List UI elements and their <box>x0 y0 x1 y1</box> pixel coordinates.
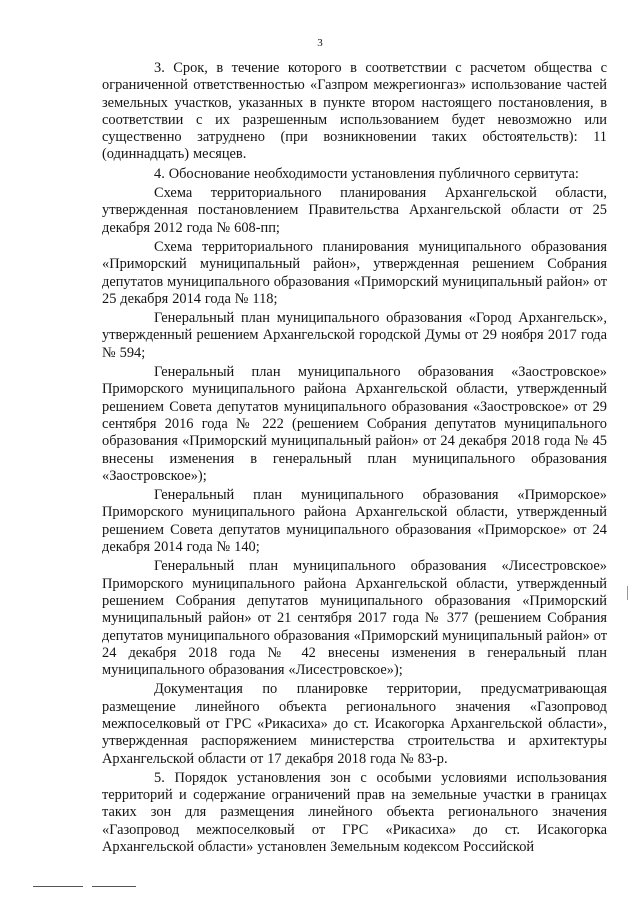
scan-edge-mark <box>627 586 628 600</box>
paragraph-arkhangelsk-general-plan: Генеральный план муниципального образования «Город Архангельск», утвержденный решением Архангельской городской Думы от 29 ноября 2017 года № 594; <box>102 310 607 361</box>
paragraph-lisestrovskoe-general-plan: Генеральный план муниципального образования «Лисестровское» Приморского муниципального района Архангельской области, утвержденный решением Собрания депутатов муниципального образования «Приморский муниципальный район» от 21 сентября 2017 года № 377 (решением Собрания депутатов муниципального образования «Приморский муниципальный район» от 24 декабря 2018 года № 42 внесены изменения в генеральный план муниципального образования «Лисестровское»); <box>102 558 607 679</box>
page-number: 3 <box>317 37 323 49</box>
paragraph-primorsky-district-scheme: Схема территориального планирования муниципального образования «Приморский муниципальный район», утвержденная решением Собрания депутатов муниципального образования «Приморский муниципальный район» от 25 декабря 2014 года № 118; <box>102 238 607 307</box>
footer-rule-right <box>92 886 136 887</box>
paragraph-justification-heading: 4. Обоснование необходимости установления публичного сервитута: <box>154 165 579 182</box>
paragraph-primorskoe-general-plan: Генеральный план муниципального образования «Приморское» Приморского муниципального района Архангельской области, утвержденный решением Совета депутатов муниципального образования «Приморское» от 24 декабря 2014 года № 140; <box>102 487 607 556</box>
document-body <box>102 60 607 858</box>
paragraph-term-restriction: 3. Срок, в течение которого в соответствии с расчетом общества с ограниченной ответственностью «Газпром межрегионгаз» использование частей земельных участков, указанных в пункте втором настоящего постановления, в соответствии с их разрешенным использованием будет невозможно или существенно затруднено (при возникновении таких обстоятельств): 11 (одиннадцать) месяцев. <box>102 60 607 163</box>
paragraph-planning-documentation: Документация по планировке территории, предусматривающая размещение линейного объекта регионального значения «Газопровод межпоселковый от ГРС «Рикасиха» до ст. Исакогорка Архангельской области», утвержденная распоряжением министерства строительства и архитектуры Архангельской области от 17 декабря 2018 года № 83-р. <box>102 681 607 767</box>
paragraph-zaostrovskoe-general-plan: Генеральный план муниципального образования «Заостровское» Приморского муниципального района Архангельской области, утвержденный решением Совета депутатов муниципального образования «Заостровское» от 29 сентября 2016 года № 222 (решением Собрания депутатов муниципального образования «Приморский муниципальный район» от 24 декабря 2018 года № 45 внесены изменения в генеральный план муниципального образования «Заостровское»); <box>102 364 607 484</box>
paragraph-regional-scheme: Схема территориального планирования Архангельской области, утвержденная постановлением Правительства Архангельской области от 25 декабря 2012 года № 608-пп; <box>102 185 607 236</box>
paragraph-zone-procedure: 5. Порядок установления зон с особыми условиями использования территорий и содержание ограничений прав на земельные участки в границах таких зон для размещения линейного объекта регионального значения «Газопровод межпоселковый от ГРС «Рикасиха» до ст. Исакогорка Архангельской области» установлен Земельным кодексом Российской <box>102 769 607 856</box>
footer-rule-left <box>33 886 83 887</box>
